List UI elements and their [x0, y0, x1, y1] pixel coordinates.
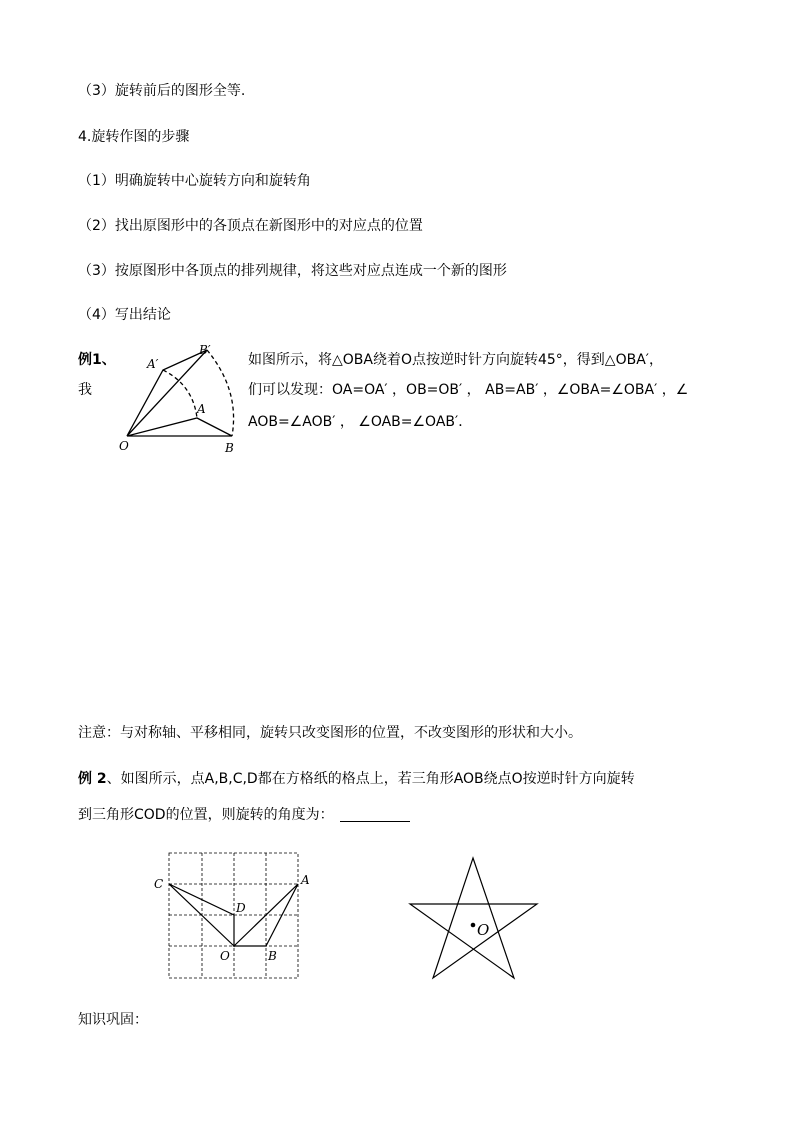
label-a: A [197, 402, 206, 416]
answer-blank[interactable] [340, 807, 410, 822]
label-o: O [119, 439, 129, 453]
example1-text-1: 如图所示，将△OBA绕着O点按逆时针方向旋转45°，得到△OBA′， [248, 352, 663, 368]
label-b: B [225, 441, 234, 455]
step-2: （2）找出原图形中的各顶点在新图形中的对应点的位置 [78, 218, 423, 234]
triangle-oba [127, 418, 232, 436]
step-4: （4）写出结论 [78, 307, 171, 323]
triangle-oba-prime [127, 350, 207, 436]
label-a-prime: A′ [147, 357, 159, 371]
section-rotation-steps: 4.旋转作图的步骤 [78, 129, 190, 145]
grid-label-o: O [220, 949, 230, 963]
example2-text-2: 到三角形COD的位置，则旋转的角度为： [78, 807, 334, 823]
example2-line-1 [78, 770, 635, 788]
example1-label: 例1、 [78, 352, 116, 368]
grid-label-a: A [301, 873, 310, 887]
example1-text-3: AOB=∠AOB′ ， ∠OAB=∠OAB′． [248, 414, 473, 430]
example2-line-2 [78, 806, 410, 824]
example2-label: 例 2 [78, 771, 107, 787]
center-dot [471, 923, 476, 928]
step-1: （1）明确旋转中心旋转方向和旋转角 [78, 173, 311, 189]
grid-label-d: D [236, 901, 246, 915]
label-b-prime: B′ [199, 343, 211, 357]
grid-figure [150, 850, 320, 985]
rotation-arc-a [163, 370, 197, 418]
example2-text-1: 、如图所示，点A,B,C,D都在方格纸的格点上，若三角形AOB绕点O按逆时针方向旋转 [106, 771, 635, 787]
rotation-figure [115, 340, 245, 460]
example1-label-continued: 我 [78, 382, 92, 398]
rotation-arc-b [207, 350, 234, 436]
grid-label-c: C [154, 877, 164, 891]
property-3: （3）旋转前后的图形全等. [78, 83, 246, 99]
star-label-o: O [477, 921, 490, 939]
example1-text-2: 们可以发现：OA=OA′ ，OB=OB′ ， AB=AB′ ，∠OBA=∠OBA′ ，∠ [248, 382, 689, 398]
knowledge-consolidation: 知识巩固： [78, 1012, 148, 1028]
star-figure [405, 855, 545, 985]
step-3: （3）按原图形中各顶点的排列规律，将这些对应点连成一个新的图形 [78, 263, 507, 279]
grid-label-b: B [268, 949, 277, 963]
note: 注意：与对称轴、平移相同，旋转只改变图形的位置，不改变图形的形状和大小。 [78, 725, 582, 741]
pentagram [410, 858, 537, 978]
